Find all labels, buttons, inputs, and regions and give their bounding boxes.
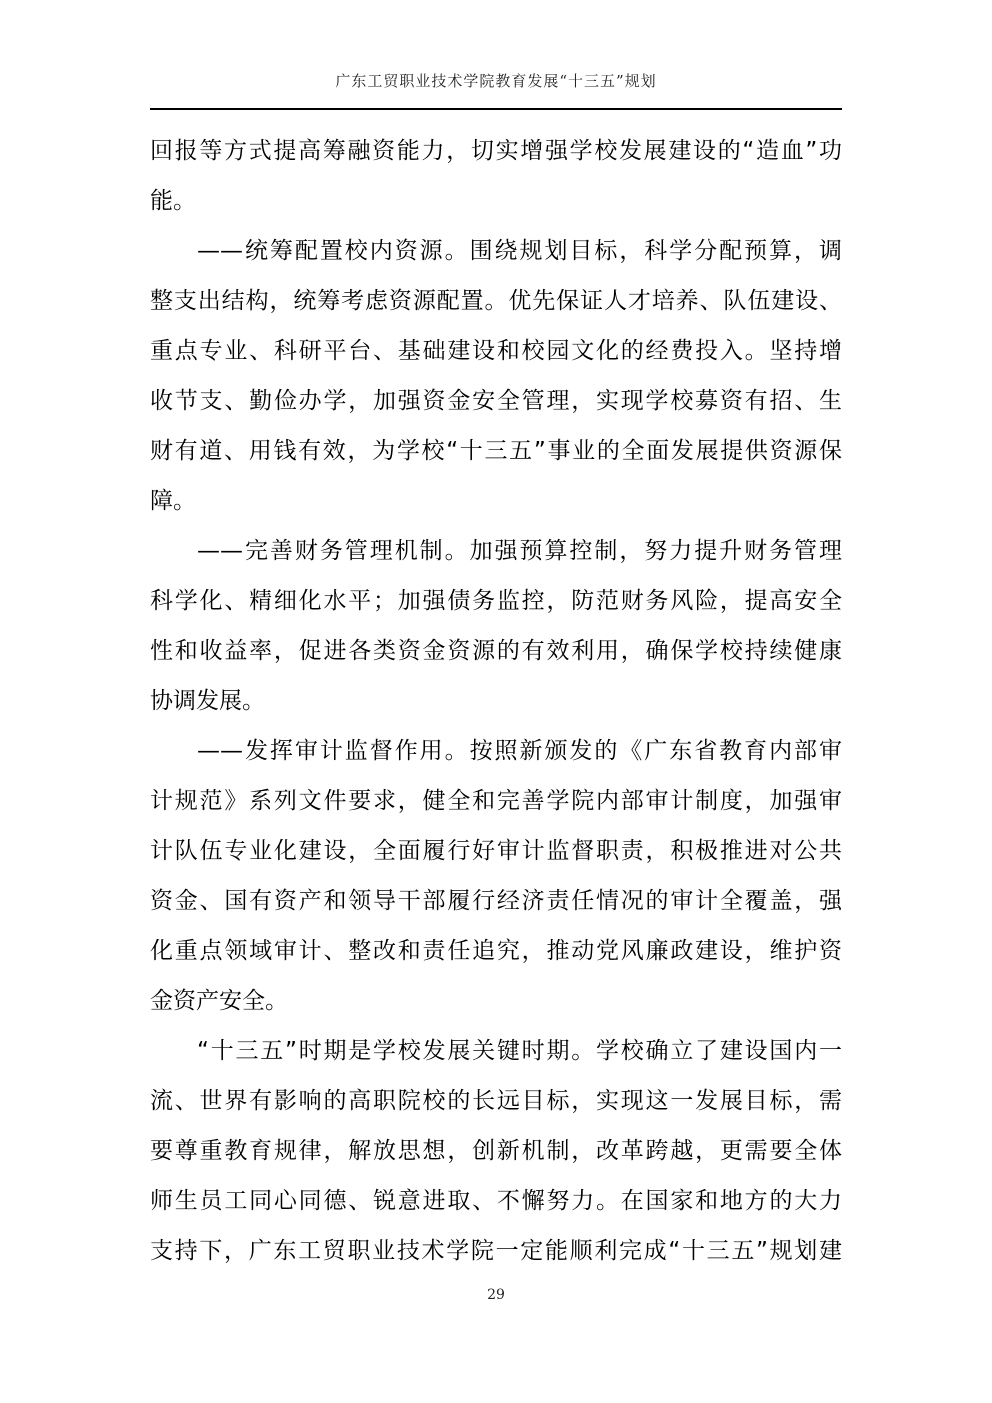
body-line: 能。 [150,188,196,214]
body-line: 障。 [150,488,196,514]
body-line: 要尊重教育规律，解放思想，创新机制，改革跨越，更需要全体 [150,1138,842,1164]
body-line: 师生员工同心同德、锐意进取、不懈努力。在国家和地方的大力 [150,1188,842,1214]
body-line: 回报等方式提高筹融资能力，切实增强学校发展建设的“造血”功 [150,138,842,164]
running-header: 广东工贸职业技术学院教育发展“十三五”规划 [335,72,657,90]
body-line: 整支出结构，统筹考虑资源配置。优先保证人才培养、队伍建设、 [150,288,842,314]
body-line: “十三五”时期是学校发展关键时期。学校确立了建设国内一 [197,1038,842,1064]
body-line: 科学化、精细化水平；加强债务监控，防范财务风险，提高安全 [150,588,842,614]
body-line: 收节支、勤俭办学，加强资金安全管理，实现学校募资有招、生 [150,388,842,414]
body-line: 性和收益率，促进各类资金资源的有效利用，确保学校持续健康 [150,638,842,664]
page-number: 29 [487,1287,505,1303]
body-line: ——统筹配置校内资源。围绕规划目标，科学分配预算，调 [197,238,842,264]
body-line: 协调发展。 [150,688,265,714]
header-divider [150,108,842,110]
body-line: 财有道、用钱有效，为学校“十三五”事业的全面发展提供资源保 [150,438,842,464]
body-line: 化重点领域审计、整改和责任追究，推动党风廉政建设，维护资 [150,938,842,964]
body-line: ——发挥审计监督作用。按照新颁发的《广东省教育内部审 [197,738,842,764]
body-line: 流、世界有影响的高职院校的长远目标，实现这一发展目标，需 [150,1088,842,1114]
body-line: ——完善财务管理机制。加强预算控制，努力提升财务管理 [197,538,842,564]
body-line: 资金、国有资产和领导干部履行经济责任情况的审计全覆盖，强 [150,888,842,914]
body-line: 支持下，广东工贸职业技术学院一定能顺利完成“十三五”规划建 [150,1238,842,1264]
body-line: 计队伍专业化建设，全面履行好审计监督职责，积极推进对公共 [150,838,842,864]
body-line: 重点专业、科研平台、基础建设和校园文化的经费投入。坚持增 [150,338,842,364]
body-line: 金资产安全。 [150,988,288,1014]
body-line: 计规范》系列文件要求，健全和完善学院内部审计制度，加强审 [150,788,842,814]
